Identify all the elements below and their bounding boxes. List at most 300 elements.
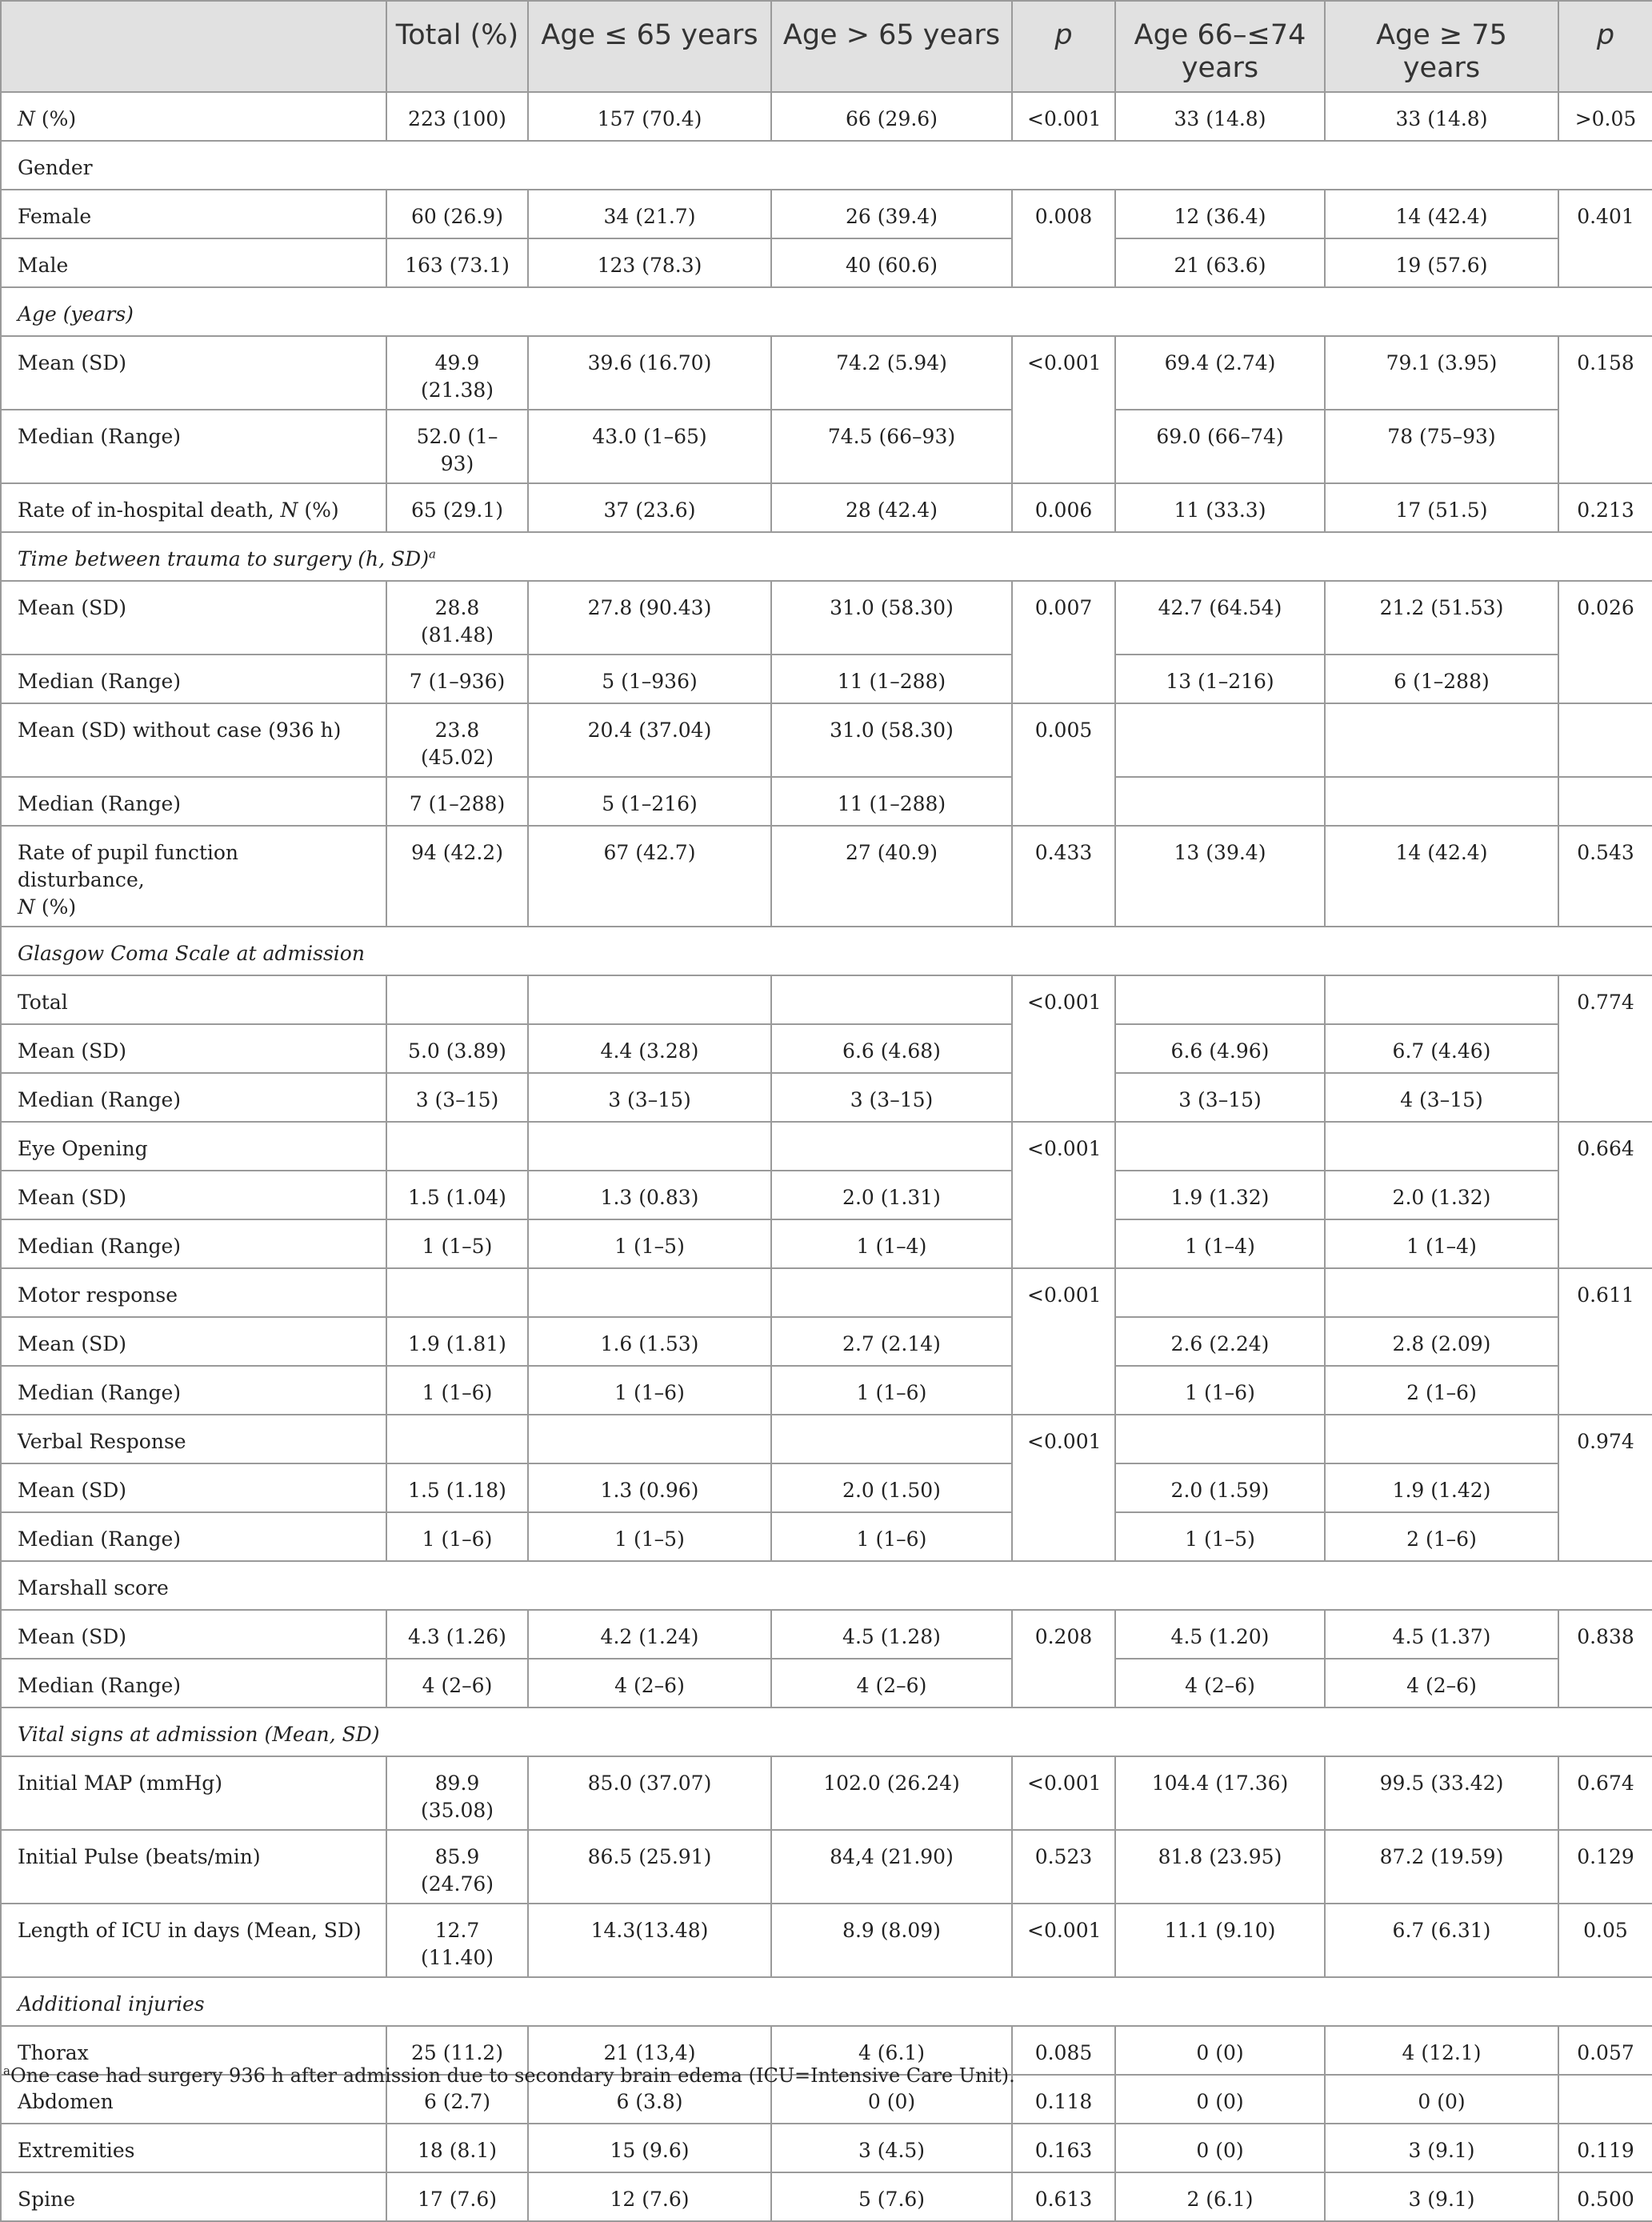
table-row (1, 410, 1652, 483)
cell-total: 1.5 (1.18) (386, 1463, 528, 1512)
cell-age-gt-65: 1 (1–4) (771, 1219, 1012, 1268)
cell-total: 1 (1–5) (386, 1219, 528, 1268)
row-label: Mean (SD) (1, 581, 386, 655)
table-row (1, 975, 1652, 1024)
cell-age-gt-65: 74.2 (5.94) (771, 336, 1012, 410)
cell-p-value-1: 0.163 (1012, 2124, 1115, 2172)
table-row (1, 1610, 1652, 1659)
table-row (1, 1024, 1652, 1073)
cell-total: 1.9 (1.81) (386, 1317, 528, 1366)
cell-p-value-2: 0.500 (1558, 2172, 1652, 2221)
cell-age-66-74: 2.6 (2.24) (1115, 1317, 1325, 1366)
cell-age-gt-65: 27 (40.9) (771, 826, 1012, 927)
cell-age-gt-65 (771, 1122, 1012, 1171)
section-label (1, 1977, 1652, 2026)
cell-age-le-65: 1 (1–5) (528, 1512, 771, 1561)
cell-age-ge-75: 4 (12.1) (1325, 2026, 1558, 2075)
row-label-pct: (%) (298, 498, 339, 522)
table-row (1, 2124, 1652, 2172)
table-row (1, 1122, 1652, 1171)
cell-age-66-74 (1115, 975, 1325, 1024)
row-label: Extremities (1, 2124, 386, 2172)
cell-total: 89.9 (35.08) (386, 1756, 528, 1830)
cell-age-gt-65: 40 (60.6) (771, 238, 1012, 287)
cell-age-66-74: 6.6 (4.96) (1115, 1024, 1325, 1073)
cell-age-gt-65: 31.0 (58.30) (771, 581, 1012, 655)
cell-age-ge-75 (1325, 703, 1558, 777)
cell-p-value-2 (1558, 703, 1652, 777)
cell-age-66-74: 81.8 (23.95) (1115, 1830, 1325, 1904)
row-label: Mean (SD) (1, 1610, 386, 1659)
cell-p-value-1: 0.085 (1012, 2026, 1115, 2075)
cell-age-ge-75: 17 (51.5) (1325, 483, 1558, 532)
table-row (1, 1317, 1652, 1366)
cell-age-le-65: 1.6 (1.53) (528, 1317, 771, 1366)
table-row (1, 92, 1652, 141)
cell-age-le-65: 5 (1–216) (528, 777, 771, 826)
cell-total: 7 (1–936) (386, 655, 528, 703)
section-row (1, 141, 1652, 190)
table-row (1, 703, 1652, 777)
cell-age-ge-75: 2 (1–6) (1325, 1366, 1558, 1415)
cell-age-ge-75: 2.8 (2.09) (1325, 1317, 1558, 1366)
cell-age-ge-75: 6 (1–288) (1325, 655, 1558, 703)
cell-age-ge-75: 3 (9.1) (1325, 2124, 1558, 2172)
cell-age-66-74: 33 (14.8) (1115, 92, 1325, 141)
header-p-value-1: p (1012, 1, 1115, 92)
cell-age-gt-65: 4 (2–6) (771, 1659, 1012, 1708)
section-label (1, 287, 1652, 336)
footnote-ref: a (428, 546, 436, 562)
table-footnote (3, 2064, 1015, 2087)
cell-age-ge-75: 4.5 (1.37) (1325, 1610, 1558, 1659)
table-row (1, 1219, 1652, 1268)
section-label-text: Marshall score (18, 1576, 169, 1599)
row-label-text: Rate of pupil function disturbance, (18, 841, 239, 891)
cell-total: 3 (3–15) (386, 1073, 528, 1122)
cell-age-le-65: 6 (3.8) (528, 2075, 771, 2124)
row-label: Male (1, 238, 386, 287)
cell-age-66-74: 13 (39.4) (1115, 826, 1325, 927)
row-label-text: Rate of in-hospital death, (18, 498, 281, 522)
cell-age-gt-65: 4.5 (1.28) (771, 1610, 1012, 1659)
cell-p-value-1: 0.118 (1012, 2075, 1115, 2124)
cell-p-value-1: 0.007 (1012, 581, 1115, 703)
cell-total (386, 1268, 528, 1317)
cell-age-ge-75: 4 (3–15) (1325, 1073, 1558, 1122)
row-label (1, 92, 386, 141)
cell-age-gt-65: 28 (42.4) (771, 483, 1012, 532)
section-label (1, 141, 1652, 190)
cell-age-ge-75 (1325, 975, 1558, 1024)
cell-p-value-2: 0.05 (1558, 1904, 1652, 1977)
cell-age-66-74: 0 (0) (1115, 2075, 1325, 2124)
cell-age-gt-65: 3 (4.5) (771, 2124, 1012, 2172)
footnote-text: One case had surgery 936 h after admission due to secondary brain edema (ICU=Intensive Care Unit). (10, 2064, 1015, 2087)
row-label: Mean (SD) (1, 1463, 386, 1512)
cell-age-le-65 (528, 1268, 771, 1317)
cell-age-gt-65: 66 (29.6) (771, 92, 1012, 141)
cell-age-le-65: 21 (13,4) (528, 2026, 771, 2075)
row-label: Median (Range) (1, 1073, 386, 1122)
cell-age-le-65: 4.2 (1.24) (528, 1610, 771, 1659)
cell-age-66-74 (1115, 1415, 1325, 1463)
row-label: Total (1, 975, 386, 1024)
table-body (1, 92, 1652, 2221)
cell-p-value-1: <0.001 (1012, 975, 1115, 1122)
cell-p-value-2: 0.774 (1558, 975, 1652, 1122)
section-label-text: Vital signs at admission (Mean, SD) (18, 1723, 380, 1746)
header-p-value-2: p (1558, 1, 1652, 92)
row-label: Mean (SD) (1, 336, 386, 410)
cell-age-ge-75 (1325, 1415, 1558, 1463)
cell-age-le-65: 1.3 (0.96) (528, 1463, 771, 1512)
cell-age-ge-75: 19 (57.6) (1325, 238, 1558, 287)
section-label-text: Additional injuries (18, 1992, 205, 2016)
cell-age-gt-65: 1 (1–6) (771, 1366, 1012, 1415)
table-row (1, 1073, 1652, 1122)
cell-age-66-74 (1115, 1122, 1325, 1171)
cell-p-value-2: 0.129 (1558, 1830, 1652, 1904)
cell-p-value-1: 0.008 (1012, 190, 1115, 287)
cell-age-66-74: 21 (63.6) (1115, 238, 1325, 287)
cell-age-gt-65 (771, 1268, 1012, 1317)
cell-total (386, 1122, 528, 1171)
cell-age-ge-75: 87.2 (19.59) (1325, 1830, 1558, 1904)
cell-total (386, 975, 528, 1024)
cell-age-gt-65: 8.9 (8.09) (771, 1904, 1012, 1977)
table-row (1, 1415, 1652, 1463)
cell-age-gt-65: 11 (1–288) (771, 777, 1012, 826)
table-row (1, 1512, 1652, 1561)
cell-age-66-74: 4 (2–6) (1115, 1659, 1325, 1708)
cell-age-66-74: 0 (0) (1115, 2124, 1325, 2172)
row-label: Median (Range) (1, 1219, 386, 1268)
cell-p-value-2: 0.119 (1558, 2124, 1652, 2172)
section-label (1, 1561, 1652, 1610)
row-label: Initial MAP (mmHg) (1, 1756, 386, 1830)
cell-age-ge-75: 79.1 (3.95) (1325, 336, 1558, 410)
cell-p-value-2: 0.158 (1558, 336, 1652, 483)
section-row (1, 287, 1652, 336)
cell-total: 52.0 (1–93) (386, 410, 528, 483)
table-row (1, 190, 1652, 238)
cell-total: 65 (29.1) (386, 483, 528, 532)
cell-age-ge-75: 1.9 (1.42) (1325, 1463, 1558, 1512)
cell-age-66-74: 2 (6.1) (1115, 2172, 1325, 2221)
cell-p-value-2: 0.213 (1558, 483, 1652, 532)
cell-age-ge-75: 14 (42.4) (1325, 826, 1558, 927)
table-row (1, 1171, 1652, 1219)
cell-total: 1 (1–6) (386, 1366, 528, 1415)
cell-p-value-2: 0.543 (1558, 826, 1652, 927)
cell-p-value-2: 0.057 (1558, 2026, 1652, 2075)
row-label-n: N (18, 107, 35, 130)
cell-age-le-65: 86.5 (25.91) (528, 1830, 771, 1904)
row-label-n: N (18, 895, 35, 919)
cell-total: 12.7 (11.40) (386, 1904, 528, 1977)
cell-p-value-2: 0.974 (1558, 1415, 1652, 1561)
cell-age-le-65: 14.3(13.48) (528, 1904, 771, 1977)
cell-age-le-65: 15 (9.6) (528, 2124, 771, 2172)
table-row (1, 777, 1652, 826)
section-label (1, 927, 1652, 975)
header-age-gt-65: Age > 65 years (771, 1, 1012, 92)
cell-total: 223 (100) (386, 92, 528, 141)
cell-total: 4.3 (1.26) (386, 1610, 528, 1659)
cell-age-le-65 (528, 1415, 771, 1463)
cell-age-le-65: 5 (1–936) (528, 655, 771, 703)
cell-age-le-65: 123 (78.3) (528, 238, 771, 287)
cell-age-66-74 (1115, 777, 1325, 826)
row-label: Median (Range) (1, 410, 386, 483)
cell-p-value-1: <0.001 (1012, 1415, 1115, 1561)
header-age-le-65: Age ≤ 65 years (528, 1, 771, 92)
cell-total: 17 (7.6) (386, 2172, 528, 2221)
row-label: Motor response (1, 1268, 386, 1317)
row-label (1, 483, 386, 532)
section-label-text: Age (years) (18, 302, 134, 326)
cell-p-value-1: 0.005 (1012, 703, 1115, 826)
row-label: Median (Range) (1, 777, 386, 826)
cell-age-gt-65: 2.7 (2.14) (771, 1317, 1012, 1366)
cell-age-le-65: 27.8 (90.43) (528, 581, 771, 655)
cell-age-gt-65: 3 (3–15) (771, 1073, 1012, 1122)
row-label: Median (Range) (1, 1366, 386, 1415)
cell-age-ge-75: 4 (2–6) (1325, 1659, 1558, 1708)
cell-total: 5.0 (3.89) (386, 1024, 528, 1073)
cell-total: 1 (1–6) (386, 1512, 528, 1561)
cell-age-le-65: 3 (3–15) (528, 1073, 771, 1122)
cell-p-value-1: 0.433 (1012, 826, 1115, 927)
cell-age-66-74: 1 (1–4) (1115, 1219, 1325, 1268)
cell-p-value-2 (1558, 2075, 1652, 2124)
section-row (1, 1561, 1652, 1610)
cell-age-le-65: 85.0 (37.07) (528, 1756, 771, 1830)
cell-p-value-1: <0.001 (1012, 1904, 1115, 1977)
row-label: Verbal Response (1, 1415, 386, 1463)
cell-age-gt-65: 84,4 (21.90) (771, 1830, 1012, 1904)
cell-age-le-65: 1 (1–5) (528, 1219, 771, 1268)
cell-age-66-74: 42.7 (64.54) (1115, 581, 1325, 655)
table-row (1, 1366, 1652, 1415)
cell-age-gt-65: 31.0 (58.30) (771, 703, 1012, 777)
row-label: Thorax (1, 2026, 386, 2075)
section-label (1, 1708, 1652, 1756)
cell-age-le-65: 4 (2–6) (528, 1659, 771, 1708)
cell-age-le-65: 34 (21.7) (528, 190, 771, 238)
row-label: Length of ICU in days (Mean, SD) (1, 1904, 386, 1977)
cell-age-gt-65 (771, 975, 1012, 1024)
cell-age-le-65: 20.4 (37.04) (528, 703, 771, 777)
cell-total: 1.5 (1.04) (386, 1171, 528, 1219)
cell-age-gt-65: 1 (1–6) (771, 1512, 1012, 1561)
cell-age-66-74: 4.5 (1.20) (1115, 1610, 1325, 1659)
cell-age-ge-75: 0 (0) (1325, 2075, 1558, 2124)
row-label: Mean (SD) without case (936 h) (1, 703, 386, 777)
cell-total: 25 (11.2) (386, 2026, 528, 2075)
header-label (1, 1, 386, 92)
table-row (1, 655, 1652, 703)
cell-total: 7 (1–288) (386, 777, 528, 826)
cell-age-ge-75: 2.0 (1.32) (1325, 1171, 1558, 1219)
cell-age-ge-75: 2 (1–6) (1325, 1512, 1558, 1561)
section-row (1, 1708, 1652, 1756)
cell-total: 28.8 (81.48) (386, 581, 528, 655)
row-label: Median (Range) (1, 1512, 386, 1561)
cell-age-le-65: 37 (23.6) (528, 483, 771, 532)
cell-p-value-1: <0.001 (1012, 92, 1115, 141)
section-label-text: Glasgow Coma Scale at admission (18, 942, 365, 965)
cell-total: 49.9 (21.38) (386, 336, 528, 410)
cell-age-le-65: 12 (7.6) (528, 2172, 771, 2221)
cell-age-gt-65: 26 (39.4) (771, 190, 1012, 238)
section-row (1, 1977, 1652, 2026)
cell-age-ge-75: 3 (9.1) (1325, 2172, 1558, 2221)
header-age-ge-75: Age ≥ 75 years (1325, 1, 1558, 92)
cell-p-value-2: 0.401 (1558, 190, 1652, 287)
cell-age-ge-75: 6.7 (6.31) (1325, 1904, 1558, 1977)
cell-total: 94 (42.2) (386, 826, 528, 927)
cell-age-le-65 (528, 975, 771, 1024)
row-label: Median (Range) (1, 655, 386, 703)
cell-p-value-1: 0.523 (1012, 1830, 1115, 1904)
cell-p-value-2: 0.611 (1558, 1268, 1652, 1415)
header-total: Total (%) (386, 1, 528, 92)
cell-age-66-74: 2.0 (1.59) (1115, 1463, 1325, 1512)
cell-age-gt-65: 11 (1–288) (771, 655, 1012, 703)
cell-age-gt-65: 74.5 (66–93) (771, 410, 1012, 483)
cell-age-ge-75 (1325, 777, 1558, 826)
cell-age-66-74: 3 (3–15) (1115, 1073, 1325, 1122)
cell-age-le-65: 43.0 (1–65) (528, 410, 771, 483)
cell-age-gt-65: 0 (0) (771, 2075, 1012, 2124)
section-label-text: Time between trauma to surgery (h, SD) (18, 547, 429, 571)
section-label-text: Gender (18, 156, 93, 179)
cell-age-le-65: 39.6 (16.70) (528, 336, 771, 410)
cell-p-value-2: 0.674 (1558, 1756, 1652, 1830)
cell-p-value-1: 0.006 (1012, 483, 1115, 532)
row-label: Median (Range) (1, 1659, 386, 1708)
table-row (1, 2172, 1652, 2221)
cell-total: 4 (2–6) (386, 1659, 528, 1708)
cell-age-gt-65: 2.0 (1.50) (771, 1463, 1012, 1512)
section-row (1, 927, 1652, 975)
row-label (1, 826, 386, 927)
row-label: Initial Pulse (beats/min) (1, 1830, 386, 1904)
cell-age-66-74 (1115, 703, 1325, 777)
cell-p-value-1: 0.208 (1012, 1610, 1115, 1708)
cell-age-66-74: 104.4 (17.36) (1115, 1756, 1325, 1830)
cell-age-ge-75: 14 (42.4) (1325, 190, 1558, 238)
cell-age-ge-75: 1 (1–4) (1325, 1219, 1558, 1268)
cell-age-ge-75 (1325, 1122, 1558, 1171)
cell-age-66-74: 0 (0) (1115, 2026, 1325, 2075)
row-label: Mean (SD) (1, 1024, 386, 1073)
cell-total: 85.9 (24.76) (386, 1830, 528, 1904)
cell-age-66-74: 69.4 (2.74) (1115, 336, 1325, 410)
table-row (1, 336, 1652, 410)
cell-age-66-74: 13 (1–216) (1115, 655, 1325, 703)
row-label: Spine (1, 2172, 386, 2221)
cell-p-value-1: <0.001 (1012, 1756, 1115, 1830)
cell-age-66-74: 1 (1–6) (1115, 1366, 1325, 1415)
cell-p-value-2: 0.026 (1558, 581, 1652, 703)
cell-age-le-65: 1 (1–6) (528, 1366, 771, 1415)
row-label: Mean (SD) (1, 1171, 386, 1219)
section-label (1, 532, 1652, 581)
cell-total: 60 (26.9) (386, 190, 528, 238)
cell-age-ge-75 (1325, 1268, 1558, 1317)
cell-total: 6 (2.7) (386, 2075, 528, 2124)
cell-p-value-2: 0.838 (1558, 1610, 1652, 1708)
table-row (1, 1830, 1652, 1904)
cell-age-gt-65: 4 (6.1) (771, 2026, 1012, 2075)
cell-total: 163 (73.1) (386, 238, 528, 287)
cell-age-66-74: 12 (36.4) (1115, 190, 1325, 238)
cell-age-66-74: 11.1 (9.10) (1115, 1904, 1325, 1977)
cell-age-66-74: 1 (1–5) (1115, 1512, 1325, 1561)
cell-age-ge-75: 21.2 (51.53) (1325, 581, 1558, 655)
cell-p-value-2: 0.664 (1558, 1122, 1652, 1268)
cell-age-66-74: 11 (33.3) (1115, 483, 1325, 532)
cell-age-le-65: 1.3 (0.83) (528, 1171, 771, 1219)
cell-age-66-74 (1115, 1268, 1325, 1317)
cell-p-value-2: >0.05 (1558, 92, 1652, 141)
cell-age-gt-65: 102.0 (26.24) (771, 1756, 1012, 1830)
row-label-pct: (%) (34, 895, 77, 919)
cell-p-value-1: <0.001 (1012, 336, 1115, 483)
row-label: Eye Opening (1, 1122, 386, 1171)
cell-age-le-65 (528, 1122, 771, 1171)
section-row (1, 532, 1652, 581)
row-label-n: N (280, 498, 298, 522)
cell-age-gt-65: 2.0 (1.31) (771, 1171, 1012, 1219)
cell-total: 18 (8.1) (386, 2124, 528, 2172)
cell-age-le-65: 157 (70.4) (528, 92, 771, 141)
table-row (1, 1268, 1652, 1317)
table-row (1, 238, 1652, 287)
cell-age-ge-75: 78 (75–93) (1325, 410, 1558, 483)
table-row (1, 826, 1652, 927)
cell-age-gt-65: 5 (7.6) (771, 2172, 1012, 2221)
cell-age-gt-65: 6.6 (4.68) (771, 1024, 1012, 1073)
header-age-66-74: Age 66–≤74 years (1115, 1, 1325, 92)
cell-age-66-74: 69.0 (66–74) (1115, 410, 1325, 483)
cell-age-ge-75: 6.7 (4.46) (1325, 1024, 1558, 1073)
row-label: Abdomen (1, 2075, 386, 2124)
table-row (1, 1463, 1652, 1512)
cell-age-gt-65 (771, 1415, 1012, 1463)
row-label-pct: (%) (34, 107, 77, 130)
table-row (1, 1904, 1652, 1977)
cell-age-66-74: 1.9 (1.32) (1115, 1171, 1325, 1219)
row-label: Mean (SD) (1, 1317, 386, 1366)
table-row (1, 1756, 1652, 1830)
cell-p-value-1: 0.613 (1012, 2172, 1115, 2221)
cell-total (386, 1415, 528, 1463)
cell-age-ge-75: 99.5 (33.42) (1325, 1756, 1558, 1830)
row-label: Female (1, 190, 386, 238)
cell-p-value-2 (1558, 777, 1652, 826)
cell-total: 23.8 (45.02) (386, 703, 528, 777)
cell-p-value-1: <0.001 (1012, 1122, 1115, 1268)
cell-age-le-65: 4.4 (3.28) (528, 1024, 771, 1073)
table-row (1, 581, 1652, 655)
table-row (1, 483, 1652, 532)
cell-p-value-1: <0.001 (1012, 1268, 1115, 1415)
cell-age-le-65: 67 (42.7) (528, 826, 771, 927)
